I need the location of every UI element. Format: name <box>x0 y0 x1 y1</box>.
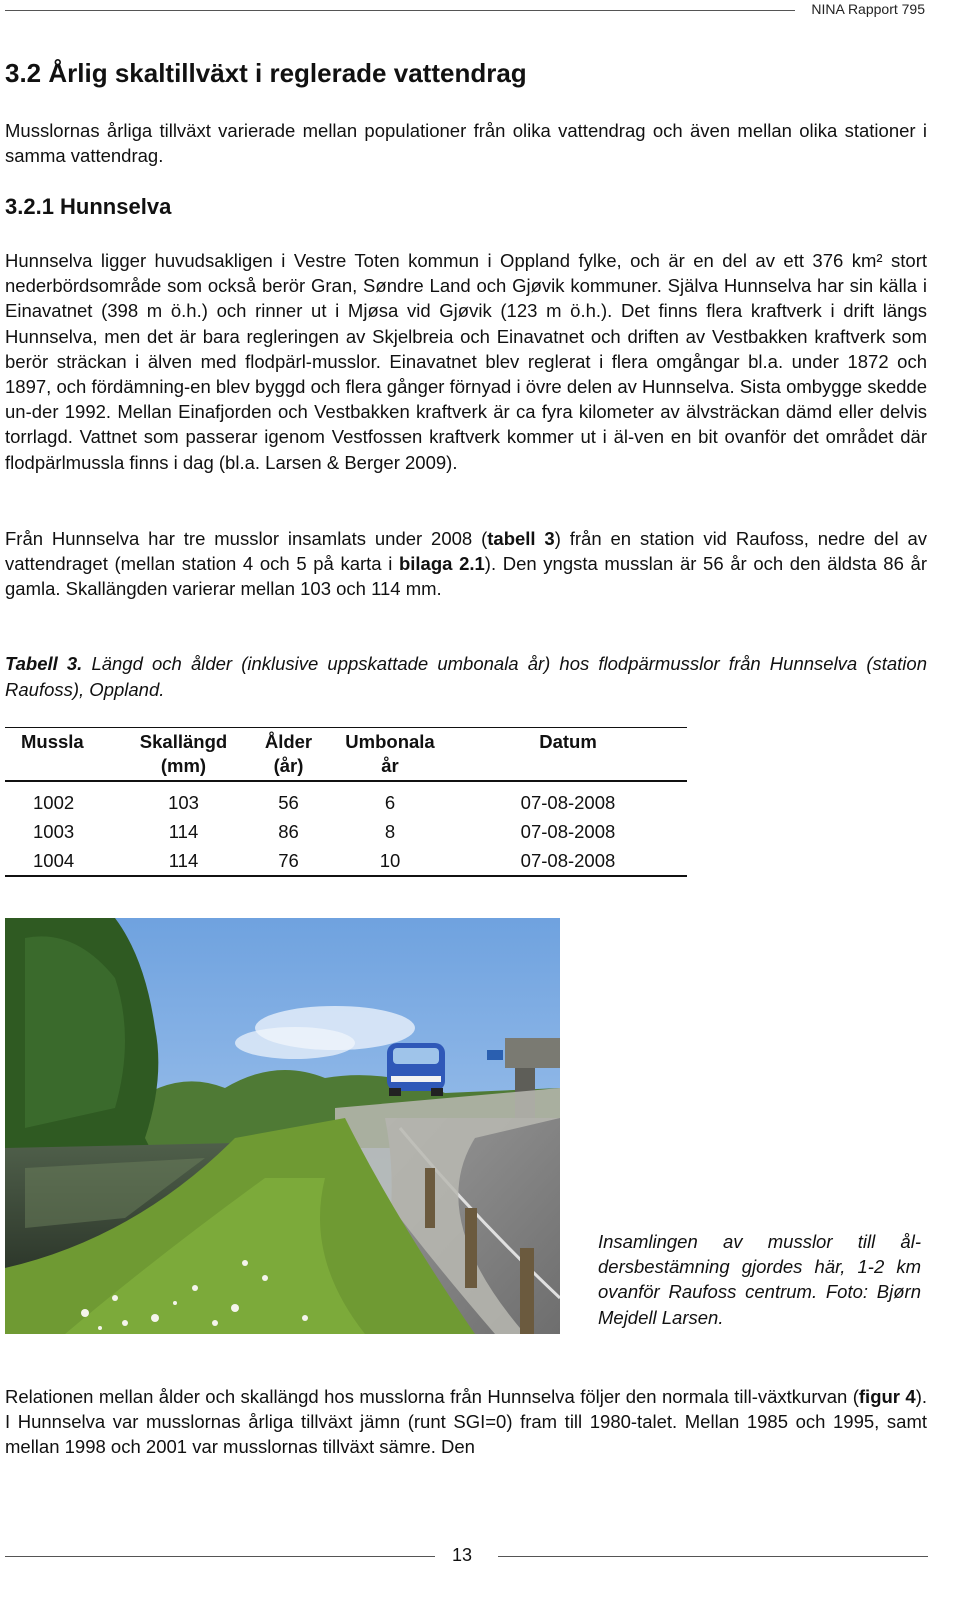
table-cell: 1003 <box>33 821 75 842</box>
report-header: NINA Rapport 795 <box>811 1 925 17</box>
bridge-sign <box>487 1050 503 1060</box>
relation-paragraph <box>5 1384 927 1460</box>
hunnselva-paragraph: Hunnselva ligger huvudsakligen i Vestre Toten kommun i Oppland fylke, och är en del av ett 376 km² stort nederbördsområde som också berör Gran, Søndre Land och Gjøvik kommuner. Själva Hunnselva har sin källa i Einavatnet (398 m ö.h.) och rinner ut i Mjøsa vid Gjøvik (123 m ö.h.). Det finns flera kraftverk i drift längs Hunnselva, men det är bara regleringen av Skjelbreia och Einavatnet och driften av Vestbakken kraftverk som berör sträckan i älven med flodpärl-musslor. Einavatnet blev reglerat i flera omgångar bl.a. under 1872 och 1897, och fördämning-en blev byggd och flera gånger förnyad i övre delen av Hunnselva. Sista ombygge skedde un-der 1992. Mellan Einafjorden och Vestbakken kraftverk är ca fyra kilometer av älvsträckan dämd eller delvis torrlagd. Vattnet som passerar igenom Vestfossen kraftverk kommer ut i äl-ven en bit ovanför det området där flodpärlmussla finns i dag (bl.a. Larsen & Berger 2009). <box>5 250 927 473</box>
intro-paragraph: Musslornas årliga tillväxt varierade mellan populationer från olika vattendrag och även mellan olika stationer i samma vattendrag. <box>5 120 927 167</box>
cloud <box>235 1027 355 1059</box>
table-cell: 07-08-2008 <box>520 850 616 871</box>
col-header-text: Ålder (år) <box>264 731 313 776</box>
footer-rule-right <box>498 1556 928 1557</box>
van-lights <box>391 1076 441 1082</box>
van-windshield <box>393 1048 439 1064</box>
page-number: 13 <box>452 1545 473 1565</box>
table-cell: 6 <box>384 792 396 813</box>
col-header-alder <box>246 728 331 782</box>
text-run: Relationen mellan ålder och skallängd hos musslorna från Hunnselva följer den normala till-växtkurvan ( <box>5 1386 859 1407</box>
river-road-photo <box>5 918 560 1334</box>
header-rule <box>5 10 795 11</box>
sample-paragraph <box>5 526 927 602</box>
col-header-text: Umbonala år <box>345 731 435 776</box>
data-table <box>5 727 687 877</box>
col-header-datum: Datum <box>539 731 597 752</box>
table-caption-label: Tabell 3. <box>5 653 83 674</box>
rail-post <box>520 1248 534 1334</box>
table-row <box>5 817 687 846</box>
rail-post <box>465 1208 477 1288</box>
text-run: ). Den yngsta musslan är 56 år och den äldsta 86 år gamla. Skallängden varierar mellan 103 och 114 mm. <box>5 553 927 600</box>
table-caption <box>5 651 927 703</box>
rail-post <box>425 1168 435 1228</box>
photo-illustration <box>5 918 560 1334</box>
table-cell: 76 <box>278 850 299 871</box>
van-tire <box>389 1088 401 1096</box>
table-cell: 114 <box>168 821 199 842</box>
appendix-reference: bilaga 2.1 <box>398 553 485 575</box>
table-header-row <box>5 728 687 782</box>
table-cell: 07-08-2008 <box>520 792 616 813</box>
van-tire <box>431 1088 443 1096</box>
col-header-skallangd <box>121 728 246 782</box>
table-cell: 07-08-2008 <box>520 821 616 842</box>
section-title: 3.2 Årlig skaltillväxt i reglerade vattendrag <box>5 58 527 88</box>
table-cell: 8 <box>384 821 396 842</box>
table-cell: 1004 <box>33 850 75 871</box>
table-cell: 1002 <box>33 792 75 813</box>
table-cell: 103 <box>168 792 199 813</box>
subsection-title: 3.2.1 Hunnselva <box>5 194 172 219</box>
text-run: ). I Hunnselva var musslornas årliga tillväxt jämn (runt SGI=0) fram till 1980-talet. Mellan 1985 och 1995, samt mellan 1998 och 2001 var musslornas tillväxt sämre. Den <box>5 1386 928 1458</box>
table-cell: 10 <box>379 850 401 871</box>
text-run: ) från en station vid Raufoss, nedre del av vattendraget (mellan station 4 och 5 på karta i <box>5 528 927 575</box>
table-cell: 56 <box>278 792 299 813</box>
text-run: Från Hunnselva har tre musslor insamlats under 2008 ( <box>5 528 488 549</box>
col-header-mussla: Mussla <box>21 731 84 752</box>
figure-reference: figur 4 <box>858 1386 916 1407</box>
table-cell: 114 <box>168 850 199 871</box>
col-header-umbonala <box>331 728 449 782</box>
table-row <box>5 781 687 817</box>
col-header-text: Skallängd (mm) <box>139 731 228 776</box>
table-reference: tabell 3 <box>487 528 555 549</box>
table-cell: 86 <box>278 821 299 842</box>
bridge <box>505 1038 560 1068</box>
footer-rule-left <box>5 1556 435 1557</box>
table-caption-text: Längd och ålder (inklusive uppskattade umbonala år) hos flodpärmusslor från Hunnselva (station Raufoss), Oppland. <box>5 653 927 700</box>
table-row <box>5 846 687 876</box>
photo-caption: Insamlingen av musslor till ål-dersbestämning gjordes här, 1-2 km ovanför Raufoss centrum. Foto: Bjørn Mejdell Larsen. <box>598 1231 921 1328</box>
